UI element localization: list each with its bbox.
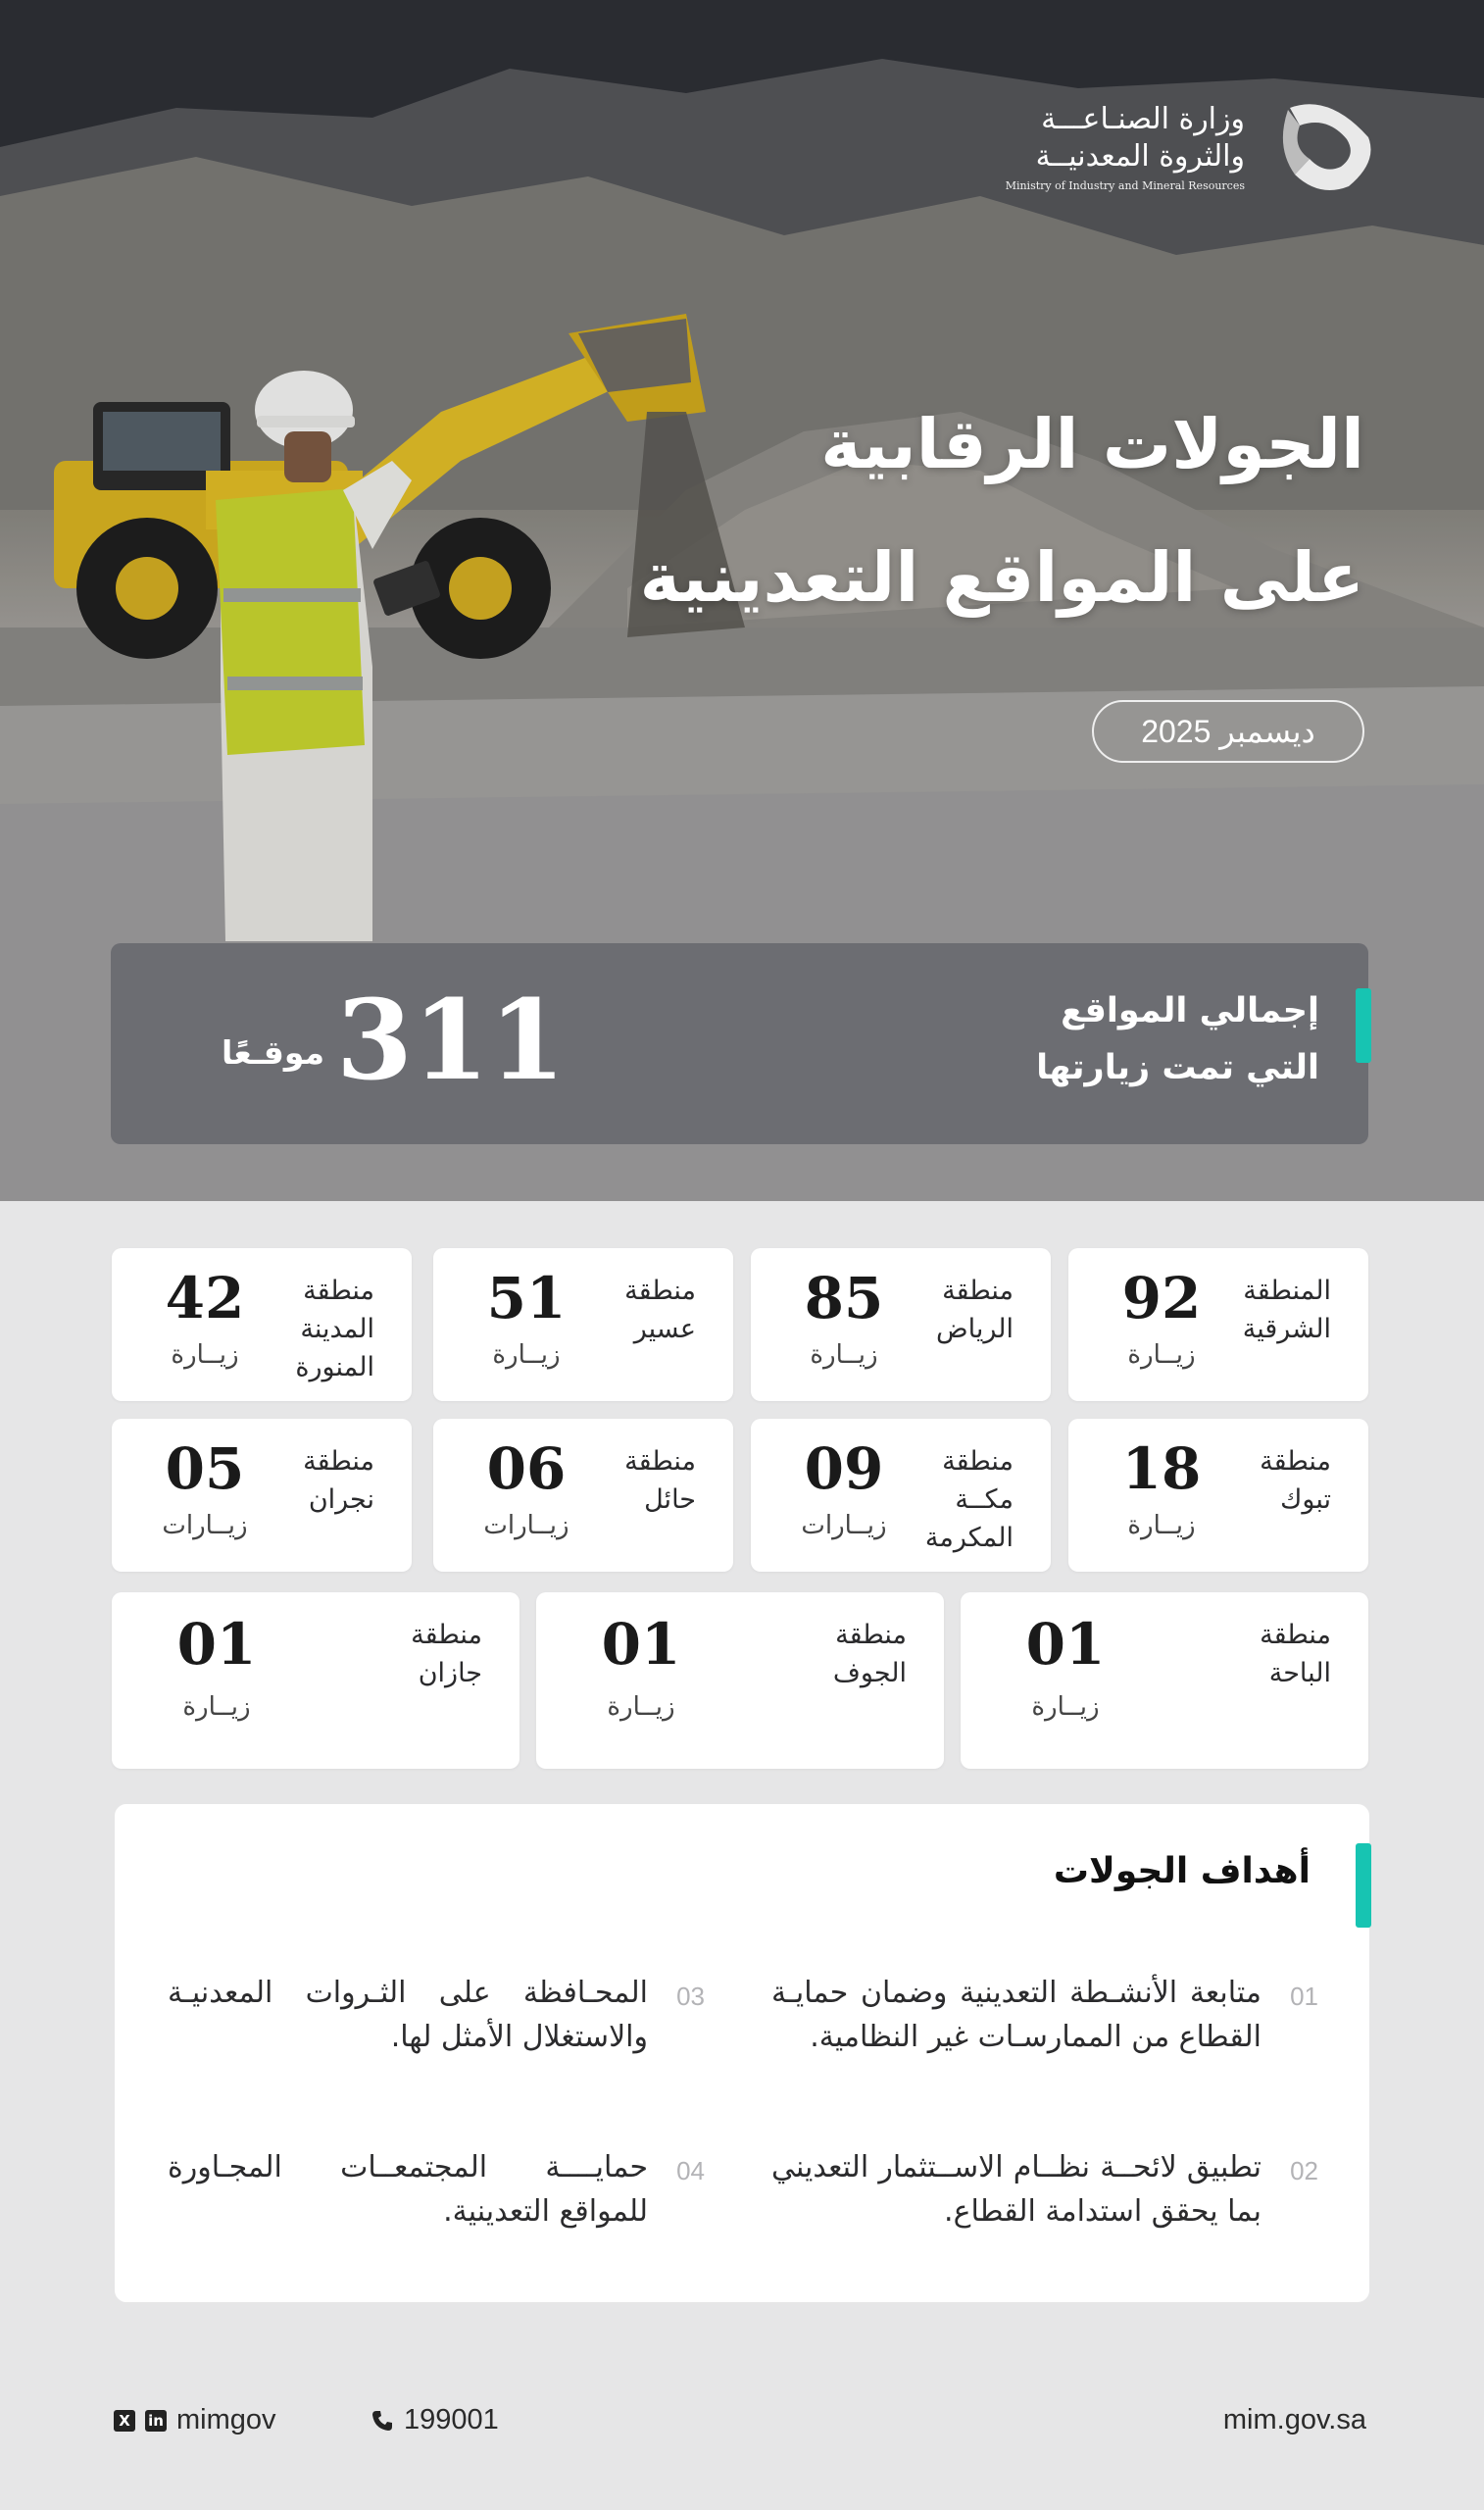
ministry-logo[interactable] bbox=[1006, 88, 1386, 204]
title-line1: الجولات الرقابية bbox=[820, 404, 1364, 484]
region-label-line1: منطقة bbox=[942, 1446, 1014, 1477]
region-visit-count: 51 bbox=[486, 1265, 567, 1331]
region-visit-unit: زيــارة bbox=[1127, 1511, 1196, 1540]
goal-number: 04 bbox=[676, 2156, 705, 2185]
accent-bar bbox=[1356, 1843, 1371, 1928]
region-visit-unit: زيــارة bbox=[171, 1340, 239, 1370]
goal-text: تطبيق لائحــة نظــام الاســتثمار التعديني بما يحقق استدامة القطاع. bbox=[771, 2150, 1261, 2229]
region-label-line1: منطقة bbox=[303, 1446, 374, 1477]
region-visit-count: 01 bbox=[601, 1611, 681, 1678]
website-link[interactable]: mim.gov.sa bbox=[1222, 2404, 1366, 2435]
social-links[interactable] bbox=[114, 2404, 276, 2436]
phone-icon bbox=[371, 2409, 394, 2433]
region-label-line2: الرياض bbox=[935, 1314, 1014, 1344]
region-visit-unit: زيــارة bbox=[810, 1340, 878, 1370]
region-label-line1: المنطقة bbox=[1243, 1276, 1331, 1306]
region-label-line1: منطقة bbox=[1260, 1446, 1331, 1477]
region-label-line1: منطقة bbox=[303, 1276, 374, 1306]
region-label-line2: حائل bbox=[644, 1484, 696, 1515]
region-label-line1: منطقة bbox=[411, 1620, 482, 1650]
social-handle[interactable]: mimgov bbox=[176, 2404, 276, 2435]
total-label-line2: التي تمت زيارتها bbox=[1036, 1048, 1319, 1087]
region-label-line3: المكرمة bbox=[924, 1523, 1014, 1553]
ministry-name-en: Ministry of Industry and Mineral Resources bbox=[1005, 178, 1245, 192]
region-visit-count: 42 bbox=[165, 1265, 245, 1331]
region-label-line2: عسير bbox=[633, 1314, 696, 1344]
region-visit-unit: زيــارة bbox=[182, 1692, 251, 1722]
region-label-line2: نجران bbox=[308, 1484, 374, 1515]
region-card bbox=[1068, 1248, 1368, 1401]
ministry-name-ar-line1: وزارة الصنـاعـــة bbox=[1041, 101, 1245, 136]
linkedin-icon[interactable]: in bbox=[145, 2410, 167, 2432]
footer bbox=[0, 2404, 1484, 2447]
region-label-line1: منطقة bbox=[624, 1276, 696, 1306]
region-visit-unit: زيــارة bbox=[1031, 1692, 1100, 1722]
region-label-line2: تبوك bbox=[1280, 1484, 1331, 1515]
region-label-line1: منطقة bbox=[624, 1446, 696, 1477]
region-label-line3: المنورة bbox=[295, 1352, 374, 1382]
region-card bbox=[112, 1592, 519, 1769]
region-card bbox=[751, 1248, 1051, 1401]
region-label-line2: المدينة bbox=[300, 1314, 374, 1344]
region-label-line1: منطقة bbox=[942, 1276, 1014, 1306]
goal-number: 02 bbox=[1290, 2156, 1318, 2185]
region-label-line1: منطقة bbox=[835, 1620, 907, 1650]
region-card bbox=[112, 1248, 412, 1401]
region-label-line2: الجوف bbox=[832, 1658, 907, 1688]
goal-number: 03 bbox=[676, 1982, 705, 2011]
phone-number[interactable]: 199001 bbox=[404, 2404, 499, 2435]
region-label-line2: الشرقية bbox=[1242, 1314, 1331, 1344]
region-visit-count: 01 bbox=[1025, 1611, 1106, 1678]
region-card bbox=[751, 1419, 1051, 1572]
x-icon[interactable]: X bbox=[114, 2410, 135, 2432]
region-visit-unit: زيــارة bbox=[607, 1692, 675, 1722]
region-card bbox=[112, 1419, 412, 1572]
hero-section bbox=[0, 0, 1484, 1201]
region-label-line2: مكــة bbox=[955, 1484, 1014, 1515]
goal-text: متابعة الأنشـطة التعدينية وضمان حمايـة القطاع من الممارسـات غير النظامية. bbox=[771, 1976, 1261, 2054]
total-value: 311 bbox=[336, 977, 566, 1105]
region-visit-count: 05 bbox=[165, 1435, 245, 1502]
title-line2: على المواقع التعدينية bbox=[639, 537, 1364, 618]
region-label-line2: الباحة bbox=[1268, 1658, 1331, 1688]
phone-contact[interactable] bbox=[371, 2404, 499, 2436]
region-visit-count: 92 bbox=[1121, 1265, 1202, 1331]
accent-bar bbox=[1356, 988, 1371, 1063]
region-visit-unit: زيــارات bbox=[801, 1511, 887, 1540]
total-unit: موقـعًا bbox=[221, 1033, 324, 1072]
page-title bbox=[640, 377, 1364, 644]
region-card bbox=[1068, 1419, 1368, 1572]
region-visit-unit: زيــارة bbox=[492, 1340, 561, 1370]
region-visit-count: 85 bbox=[804, 1265, 884, 1331]
total-label bbox=[1036, 982, 1319, 1096]
goals-heading: أهداف الجولات bbox=[1053, 1851, 1311, 1891]
region-label-line2: جازان bbox=[418, 1658, 482, 1688]
region-card bbox=[433, 1419, 733, 1572]
goal-text: حمايــــة المجتمعــات المجـاورة للمواقع التعدينية. bbox=[168, 2150, 648, 2229]
region-card bbox=[961, 1592, 1368, 1769]
goals-panel bbox=[115, 1804, 1369, 2302]
region-visit-count: 09 bbox=[804, 1435, 884, 1502]
region-visit-unit: زيــارة bbox=[1127, 1340, 1196, 1370]
region-visit-unit: زيــارات bbox=[162, 1511, 248, 1540]
region-visit-count: 18 bbox=[1121, 1435, 1202, 1502]
ministry-emblem-icon bbox=[1270, 88, 1386, 204]
region-visit-count: 01 bbox=[176, 1611, 257, 1678]
goal-item bbox=[771, 1971, 1318, 2059]
region-label-line1: منطقة bbox=[1260, 1620, 1331, 1650]
total-label-line1: إجمالي المواقع bbox=[1061, 991, 1319, 1030]
goal-text: المحـافظة على الثـروات المعدنيـة والاستغلال الأمثل لها. bbox=[168, 1976, 648, 2054]
ministry-name-ar-line2: والثروة المعدنيــة bbox=[1035, 138, 1245, 174]
total-sites-panel bbox=[111, 943, 1368, 1144]
goal-number: 01 bbox=[1290, 1982, 1318, 2011]
goal-item bbox=[771, 2145, 1318, 2234]
region-visit-unit: زيــارات bbox=[483, 1511, 569, 1540]
region-card bbox=[536, 1592, 944, 1769]
region-visit-count: 06 bbox=[486, 1435, 567, 1502]
region-card bbox=[433, 1248, 733, 1401]
date-badge: ديسمبر 2025 bbox=[1092, 700, 1364, 763]
goal-item bbox=[168, 1971, 705, 2059]
goal-item bbox=[168, 2145, 705, 2234]
